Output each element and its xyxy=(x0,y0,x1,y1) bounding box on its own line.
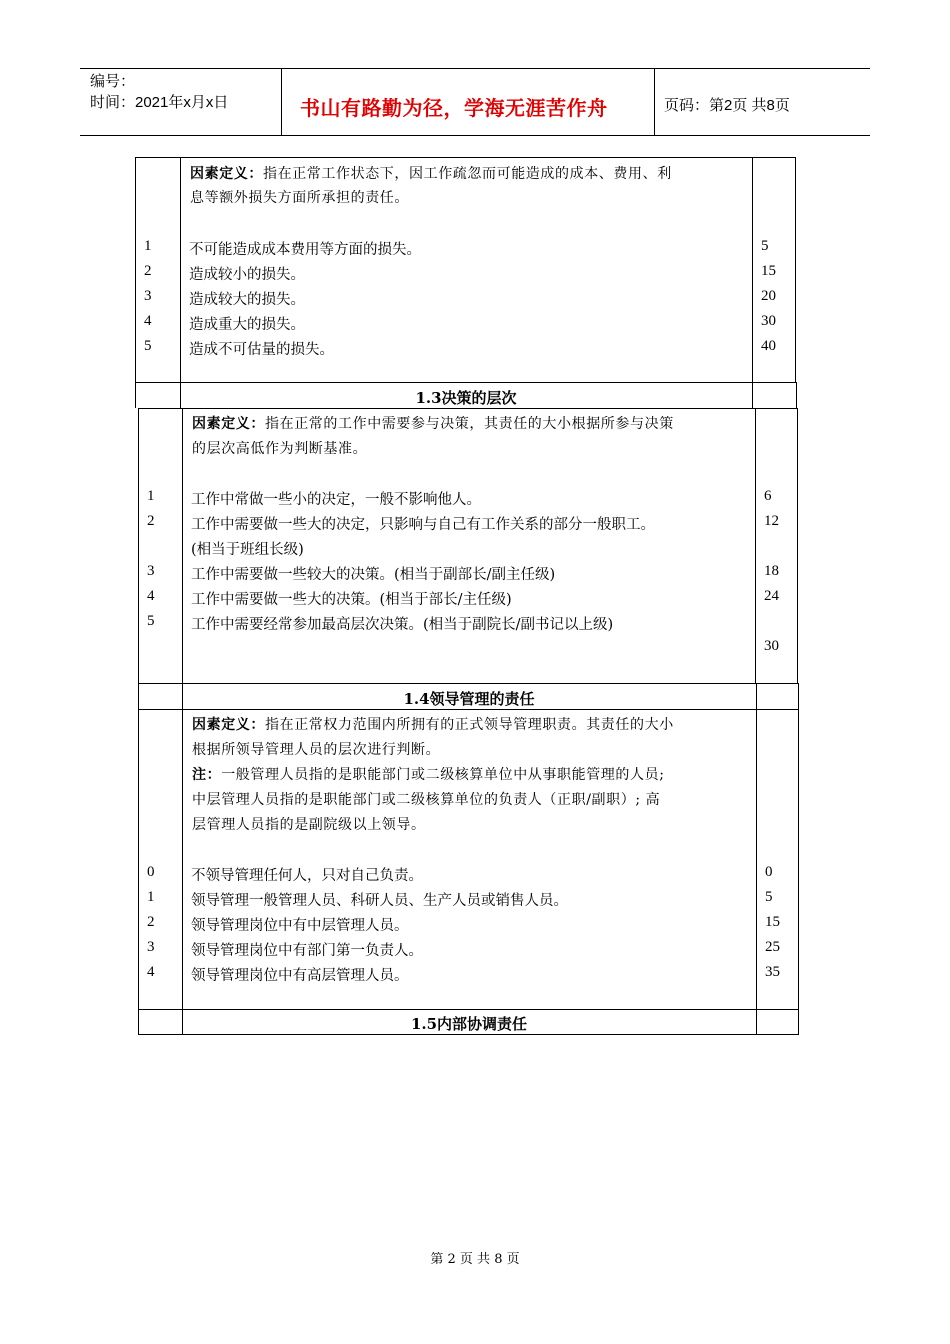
header-page-info: 页码：第2页 共8页 xyxy=(664,97,790,114)
table-col-divider xyxy=(756,709,757,1009)
level-description: 工作中需要经常参加最高层次决策。(相当于副院长/副书记以上级) xyxy=(191,617,614,633)
header-number-label: 编号： xyxy=(90,73,136,90)
definition-line: 息等额外损失方面所承担的责任。 xyxy=(190,190,409,206)
level-score: 15 xyxy=(761,263,776,279)
level-description: 造成不可估量的损失。 xyxy=(189,342,334,358)
table-rule xyxy=(138,408,798,409)
table-border-right xyxy=(798,1009,799,1035)
level-number: 3 xyxy=(147,563,155,579)
section-title: 1.4领导管理的责任 xyxy=(403,690,535,708)
level-number: 4 xyxy=(147,964,155,980)
table-col-divider xyxy=(756,683,757,709)
level-score: 30 xyxy=(761,313,776,329)
table-col-divider xyxy=(180,157,181,382)
level-description: 造成较大的损失。 xyxy=(189,292,305,308)
level-score: 20 xyxy=(761,288,776,304)
level-number: 1 xyxy=(144,238,152,254)
definition-line: 因素定义：指在正常权力范围内所拥有的正式领导管理职责。其责任的大小 xyxy=(192,717,674,733)
header-motto: 书山有路勤为径，学海无涯苦作舟 xyxy=(300,96,608,120)
table-rule xyxy=(138,1034,799,1035)
note-label: 注： xyxy=(192,767,222,783)
definition-label: 因素定义： xyxy=(192,717,265,733)
level-score: 5 xyxy=(761,238,769,254)
level-description: 造成较小的损失。 xyxy=(189,267,305,283)
level-number: 0 xyxy=(147,864,155,880)
level-description: 工作中常做一些小的决定，一般不影响他人。 xyxy=(191,492,481,508)
table-rule xyxy=(135,382,797,383)
definition-label: 因素定义： xyxy=(192,416,265,432)
page-footer: 第 2 页 共 8 页 xyxy=(430,1252,520,1267)
level-score: 15 xyxy=(765,914,780,930)
level-number: 4 xyxy=(144,313,152,329)
table-border-left xyxy=(138,709,139,1009)
header-time-label: 时间：2021年x月x日 xyxy=(90,94,229,111)
level-description-note: (相当于班组长级) xyxy=(191,542,304,558)
section-title: 1.5内部协调责任 xyxy=(410,1015,528,1033)
table-col-divider xyxy=(752,382,753,408)
header-divider-right xyxy=(654,68,655,136)
note-line: 层管理人员指的是副院级以上领导。 xyxy=(192,817,426,833)
definition-line: 因素定义：指在正常的工作中需要参与决策，其责任的大小根据所参与决策 xyxy=(192,416,674,432)
table-border-right xyxy=(798,683,799,709)
level-description: 领导管理岗位中有部门第一负责人。 xyxy=(191,943,423,959)
level-number: 1 xyxy=(147,889,155,905)
table-border-right xyxy=(798,709,799,1009)
level-number: 5 xyxy=(144,338,152,354)
level-score: 12 xyxy=(764,513,779,529)
level-number: 4 xyxy=(147,588,155,604)
note-line: 注：一般管理人员指的是职能部门或二级核算单位中从事职能管理的人员; xyxy=(192,767,665,783)
level-description: 工作中需要做一些大的决策。(相当于部长/主任级) xyxy=(191,592,512,608)
table-rule xyxy=(138,1009,799,1010)
header-divider-left xyxy=(281,68,282,136)
table-border-left xyxy=(135,382,136,408)
definition-line: 因素定义：指在正常工作状态下，因工作疏忽而可能造成的成本、费用、利 xyxy=(190,166,672,182)
level-number: 3 xyxy=(147,939,155,955)
table-col-divider xyxy=(755,408,756,683)
table-col-divider xyxy=(182,408,183,683)
table-border-right xyxy=(795,157,796,382)
level-description: 工作中需要做一些较大的决策。(相当于副部长/副主任级) xyxy=(191,567,556,583)
level-score: 5 xyxy=(765,889,773,905)
level-score: 6 xyxy=(764,488,772,504)
table-border-left xyxy=(138,1009,139,1035)
section-title: 1.3决策的层次 xyxy=(415,389,517,407)
table-border-top xyxy=(135,157,796,158)
note-line: 中层管理人员指的是职能部门或二级核算单位的负责人（正职/副职）; 高 xyxy=(192,792,661,808)
definition-line: 根据所领导管理人员的层次进行判断。 xyxy=(192,742,441,758)
level-number: 3 xyxy=(144,288,152,304)
table-col-divider xyxy=(756,1009,757,1035)
level-description: 领导管理一般管理人员、科研人员、生产人员或销售人员。 xyxy=(191,893,568,909)
level-number: 1 xyxy=(147,488,155,504)
table-border-right xyxy=(797,408,798,683)
level-description: 不可能造成成本费用等方面的损失。 xyxy=(189,242,421,258)
level-description: 不领导管理任何人，只对自己负责。 xyxy=(191,868,423,884)
level-score: 35 xyxy=(765,964,780,980)
level-description: 工作中需要做一些大的决定，只影响与自己有工作关系的部分一般职工。 xyxy=(191,517,655,533)
level-number: 2 xyxy=(147,513,155,529)
table-col-divider xyxy=(182,709,183,1009)
header-top-rule xyxy=(80,68,870,69)
table-border-left xyxy=(138,408,139,683)
definition-label: 因素定义： xyxy=(190,166,263,182)
level-score: 24 xyxy=(764,588,779,604)
table-border-left xyxy=(138,683,139,709)
table-col-divider xyxy=(752,157,753,382)
level-score: 18 xyxy=(764,563,779,579)
level-description: 领导管理岗位中有高层管理人员。 xyxy=(191,968,409,984)
level-score: 30 xyxy=(764,638,779,654)
table-border-right xyxy=(796,382,797,408)
level-number: 2 xyxy=(147,914,155,930)
definition-line: 的层次高低作为判断基准。 xyxy=(192,441,368,457)
table-border-left xyxy=(135,157,136,382)
table-rule xyxy=(138,683,799,684)
level-description: 造成重大的损失。 xyxy=(189,317,305,333)
level-score: 25 xyxy=(765,939,780,955)
level-number: 5 xyxy=(147,613,155,629)
table-rule xyxy=(138,709,799,710)
header-bottom-rule xyxy=(80,135,870,136)
level-description: 领导管理岗位中有中层管理人员。 xyxy=(191,918,409,934)
level-number: 2 xyxy=(144,263,152,279)
level-score: 0 xyxy=(765,864,773,880)
level-score: 40 xyxy=(761,338,776,354)
